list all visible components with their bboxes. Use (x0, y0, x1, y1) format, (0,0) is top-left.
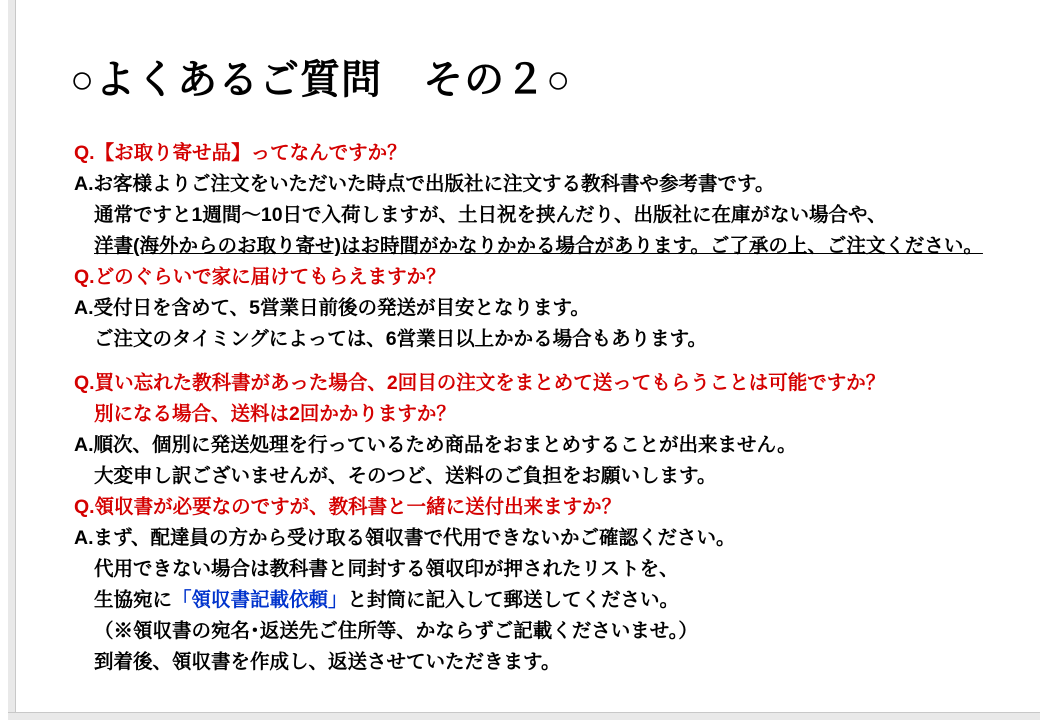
question-line: Q.【お取り寄せ品】ってなんですか？ (74, 142, 407, 164)
answer-line: A.順次、個別に発送処理を行っているため商品をおまとめすることが出来ません。 (74, 434, 797, 456)
answer-line: 代用できない場合は教科書と同封する領収印が押されたリストを、 (94, 558, 679, 580)
qa-block-1 (74, 138, 1014, 262)
answer-line-underlined: 洋書(海外からのお取り寄せ)はお時間がかなりかかる場合があります。ご了承の上、ご注文ください。 (94, 235, 983, 257)
qa-block-2 (74, 262, 1014, 355)
answer-line: 到着後、領収書を作成し、返送させていただきます。 (94, 651, 561, 673)
slide-left-edge (8, 0, 16, 720)
answer-line: 大変申し訳ございませんが、そのつど、送料のご負担をお願いします。 (94, 465, 717, 487)
slide-bottom-edge (8, 712, 1040, 720)
page-title: ○よくあるご質問 その２○ (70, 58, 572, 102)
answer-line: A.まず、配達員の方から受け取る領収書で代用できないかご確認ください。 (74, 527, 736, 549)
highlighted-phrase: 「領収書記載依頼」 (172, 589, 348, 611)
answer-line: A.受付日を含めて、5営業日前後の発送が目安となります。 (74, 297, 590, 319)
question-line: 別になる場合、送料は2回かかりますか？ (94, 403, 456, 425)
answer-line: 通常ですと1週間～10日で入荷しますが、土日祝を挟んだり、出版社に在庫がない場合や、 (94, 204, 887, 226)
answer-line-with-highlight (74, 585, 1014, 616)
question-line: Q.どのぐらいで家に届けてもらえますか？ (74, 266, 446, 288)
answer-line: ご注文のタイミングによっては、6営業日以上かかる場合もあります。 (94, 328, 708, 350)
answer-line-part: 生協宛に「領収書記載依頼」と封筒に記入して郵送してください。 (94, 589, 680, 611)
answer-line: A.お客様よりご注文をいただいた時点で出版社に注文する教科書や参考書です。 (74, 173, 775, 195)
answer-line: （※領収書の宛名･返送先ご住所等、かならずご記載くださいませ。） (94, 620, 698, 642)
qa-block-4 (74, 492, 1014, 678)
question-line: Q.買い忘れた教科書があった場合、2回目の注文をまとめて送ってもらうことは可能ですか？ (74, 372, 886, 394)
question-line: Q.領収書が必要なのですが、教科書と一緒に送付出来ますか？ (74, 496, 622, 518)
qa-block-3 (74, 368, 1014, 492)
